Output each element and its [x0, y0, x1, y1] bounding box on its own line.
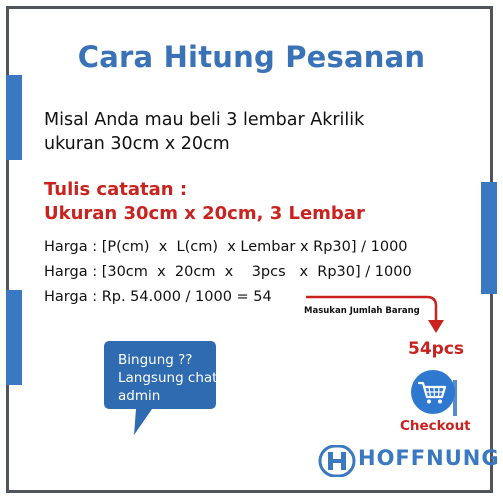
chat-line-3: admin	[118, 388, 161, 404]
checkout-label[interactable]: Checkout	[400, 418, 471, 434]
intro-line-2: ukuran 30cm x 20cm	[44, 134, 230, 154]
formula-line-3: Harga : Rp. 54.000 / 1000 = 54	[44, 289, 272, 305]
chat-bubble-text	[118, 351, 217, 405]
intro-line-1: Misal Anda mau beli 3 lembar Akrilik	[44, 110, 365, 130]
shopping-cart-icon[interactable]	[407, 366, 461, 420]
formula-line-2: Harga : [30cm x 20cm x 3pcs x Rp30] / 1000	[44, 264, 412, 280]
brand-name: HOFFNUNG	[358, 446, 500, 470]
note-line-2: Ukuran 30cm x 20cm, 3 Lembar	[44, 203, 365, 224]
chat-line-1: Bingung ??	[118, 352, 193, 368]
formula-line-1: Harga : [P(cm) x L(cm) x Lembar x Rp30] / 1000	[44, 239, 408, 255]
arrow-head	[428, 320, 444, 333]
chat-line-2: Langsung chat	[118, 370, 218, 386]
hint-text: Masukan Jumlah Barang	[304, 306, 420, 316]
note-line-1: Tulis catatan :	[44, 179, 188, 200]
page-title: Cara Hitung Pesanan	[77, 40, 426, 74]
quantity-value: 54pcs	[408, 339, 465, 359]
